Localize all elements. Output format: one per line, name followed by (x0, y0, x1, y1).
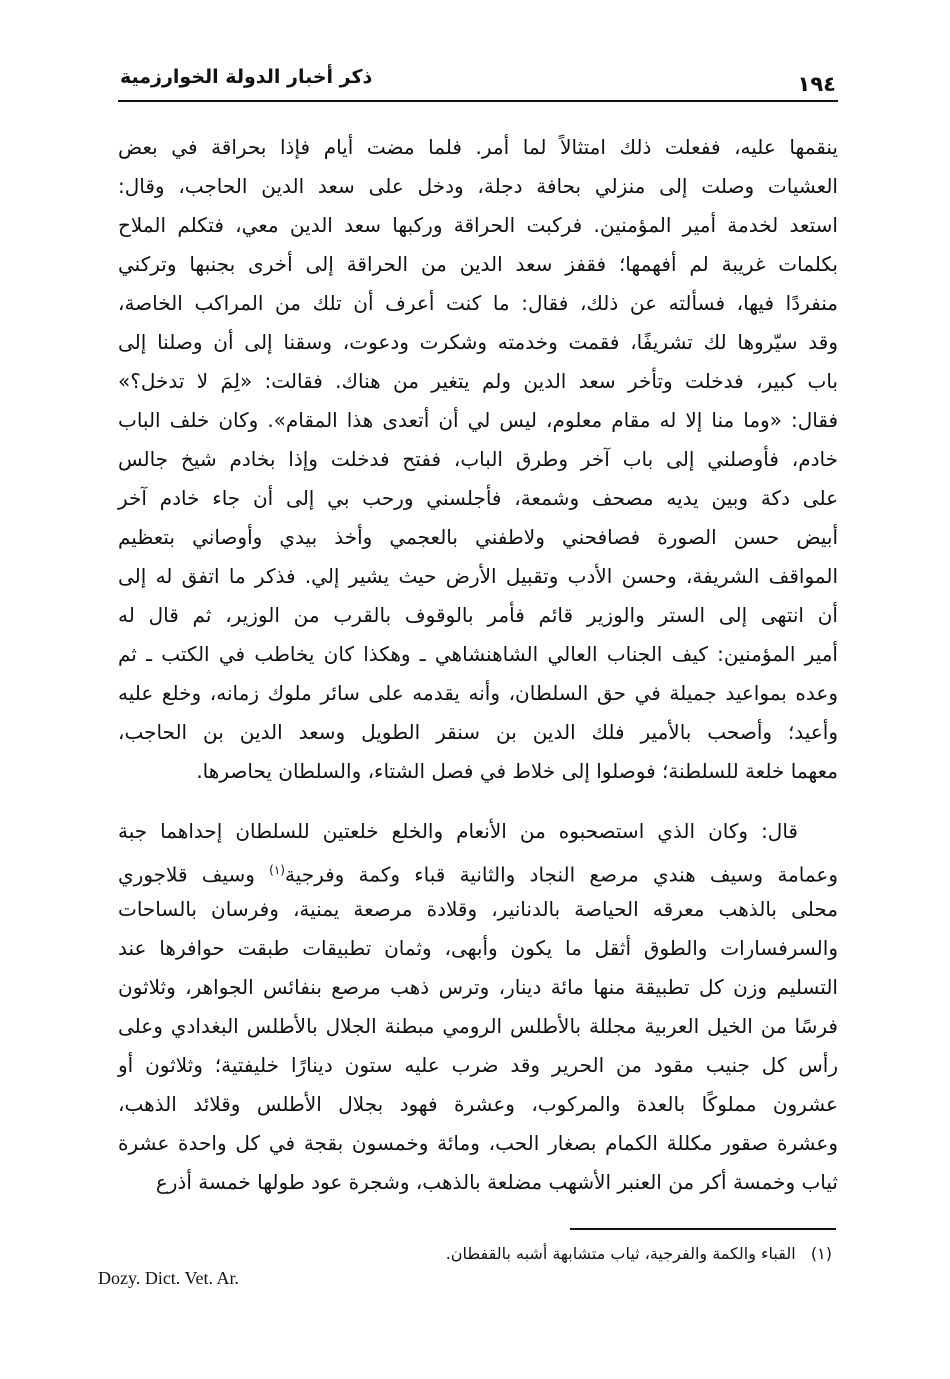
paragraph (118, 128, 838, 791)
text-line: أن انتهى إلى الستر والوزير قائم فأمر بالوقوف بالقرب من الوزير، ثم قال له (118, 603, 838, 627)
footnote (446, 1244, 832, 1263)
text-line: على دكة وبين يديه مصحف وشمعة، فأجلسني ورحب بي إلى أن جاء خادم آخر (118, 486, 838, 510)
text-line: ينقمها عليه، ففعلت ذلك امتثالاً لما أمر. فلما مضت أيام فإذا بحراقة في بعض (118, 135, 838, 159)
header-rule (118, 100, 838, 102)
footnote-marker: (١) (810, 1244, 832, 1263)
text-line: قال: وكان الذي استصحبوه من الأنعام والخلع خلعتين للسلطان إحداهما جبة (118, 819, 798, 843)
text-line: وأعيد؛ وأصحب بالأمير فلك الدين بن سنقر الطويل وسعد الدين بن الحاجب، (118, 720, 838, 744)
text-line: فقال: «وما منا إلا له مقام معلوم، ليس لي أن أتعدى هذا المقام». وكان خلف الباب (118, 408, 838, 432)
text-line: منفردًا فيها، فسألته عن ذلك، فقال: ما كنت أعرف أن تلك من المراكب الخاصة، (118, 291, 838, 315)
text-line: معهما خلعة للسلطنة؛ فوصلوا إلى خلاط في فصل الشتاء، والسلطان يحاصرها. (196, 759, 838, 783)
text-line: عشرون مملوكًا بالعدة والمركوب، وعشرة فهود بجلال الأطلس وقلائد الذهب، (118, 1092, 838, 1116)
line-text: وسيف قلاجوري (118, 862, 255, 887)
text-line: العشيات وصلت إلى منزلي بحافة دجلة، ودخل على سعد الدين الحاجب، وقال: (118, 174, 838, 198)
paragraph (118, 812, 838, 1202)
source-note: Dozy. Dict. Vet. Ar. (98, 1268, 239, 1288)
footnote-rule (570, 1228, 836, 1230)
text-line: استعد لخدمة أمير المؤمنين. فركبت الحراقة وركبها سعد الدين معي، فتكلم الملاح (118, 213, 838, 237)
text-line: أبيض حسن الصورة فصافحني ولاطفني بالعجمي وأخذ بيدي وأوصاني بتعظيم (118, 525, 838, 549)
running-title: ذكر أخبار الدولة الخوارزمية (120, 66, 373, 88)
text-line: أمير المؤمنين: كيف الجناب العالي الشاهنشاهي ـ وهكذا كان يخاطب في الكتب ـ ثم (118, 642, 838, 666)
text-line: وقد سيّروها لك تشريفًا، فقمت وخدمته وشكرت ودعوت، وسقنا إلى أن وصلنا إلى (118, 330, 838, 354)
text-line: محلى بالذهب معرقه الحياصة بالدنانير، وقلادة مرصعة يمنية، وفرسان بالساحات (118, 897, 838, 921)
page-number: ١٩٤ (797, 72, 836, 96)
text-line: وعده بمواعيد جميلة في حق السلطان، وأنه يقدمه على سائر ملوك زمانه، وخلع عليه (118, 681, 838, 705)
text-line: رأس كل جنيب مقود من الحرير وقد ضرب عليه ستون دينارًا خليفتية؛ وثلاثون أو (118, 1053, 838, 1077)
footnote-reference[interactable]: (١) (269, 863, 285, 877)
text-line (118, 851, 838, 890)
text-line: ثياب وخمسة أكر من العنبر الأشهب مضلعة بالذهب، وشجرة عود طولها خمسة أذرع (155, 1170, 838, 1194)
text-line: بكلمات غريبة لم أفهمها؛ فقفز سعد الدين من الحراقة إلى أخرى بجنبها وتركني (118, 252, 838, 276)
line-text: وعمامة وسيف هندي مرصع النجاد والثانية قباء وكمة وفرجية (284, 862, 839, 887)
text-line: فرسًا من الخيل العربية مجللة بالأطلس الرومي مبطنة الجلال بالأطلس البغدادي وعلى (118, 1014, 838, 1038)
text-line: التسليم وزن كل تطبيقة منها مائة دينار، وترس ذهب مرصع بنفائس الجواهر، وثلاثون (118, 975, 838, 999)
text-line: وعشرة صقور مكللة الكمام بصغار الحب، ومائة وخمسون بقجة في كل واحدة عشرة (118, 1131, 838, 1155)
page-header (118, 62, 838, 102)
text-line: والسرفسارات والطوق أثقل ما يكون وأبهى، وثمان تطبيقات طبقت حوافرها عند (118, 936, 838, 960)
text-line: خادم، فأوصلني إلى باب آخر وطرق الباب، ففتح فدخلت وإذا بخادم شيخ جالس (118, 447, 838, 471)
body-text (118, 128, 838, 1223)
footnote-text: القباء والكمة والفرجية، ثياب متشابهة أشبه بالقفطان. (445, 1244, 796, 1263)
text-line: باب كبير، فدخلت وتأخر سعد الدين ولم يتغير من هناك. فقالت: «لِمَ لا تدخل؟» (118, 369, 838, 393)
text-line: المواقف الشريفة، وحسن الأدب وتقبيل الأرض حيث يشير إلي. فذكر ما اتفق له إلى (118, 564, 838, 588)
